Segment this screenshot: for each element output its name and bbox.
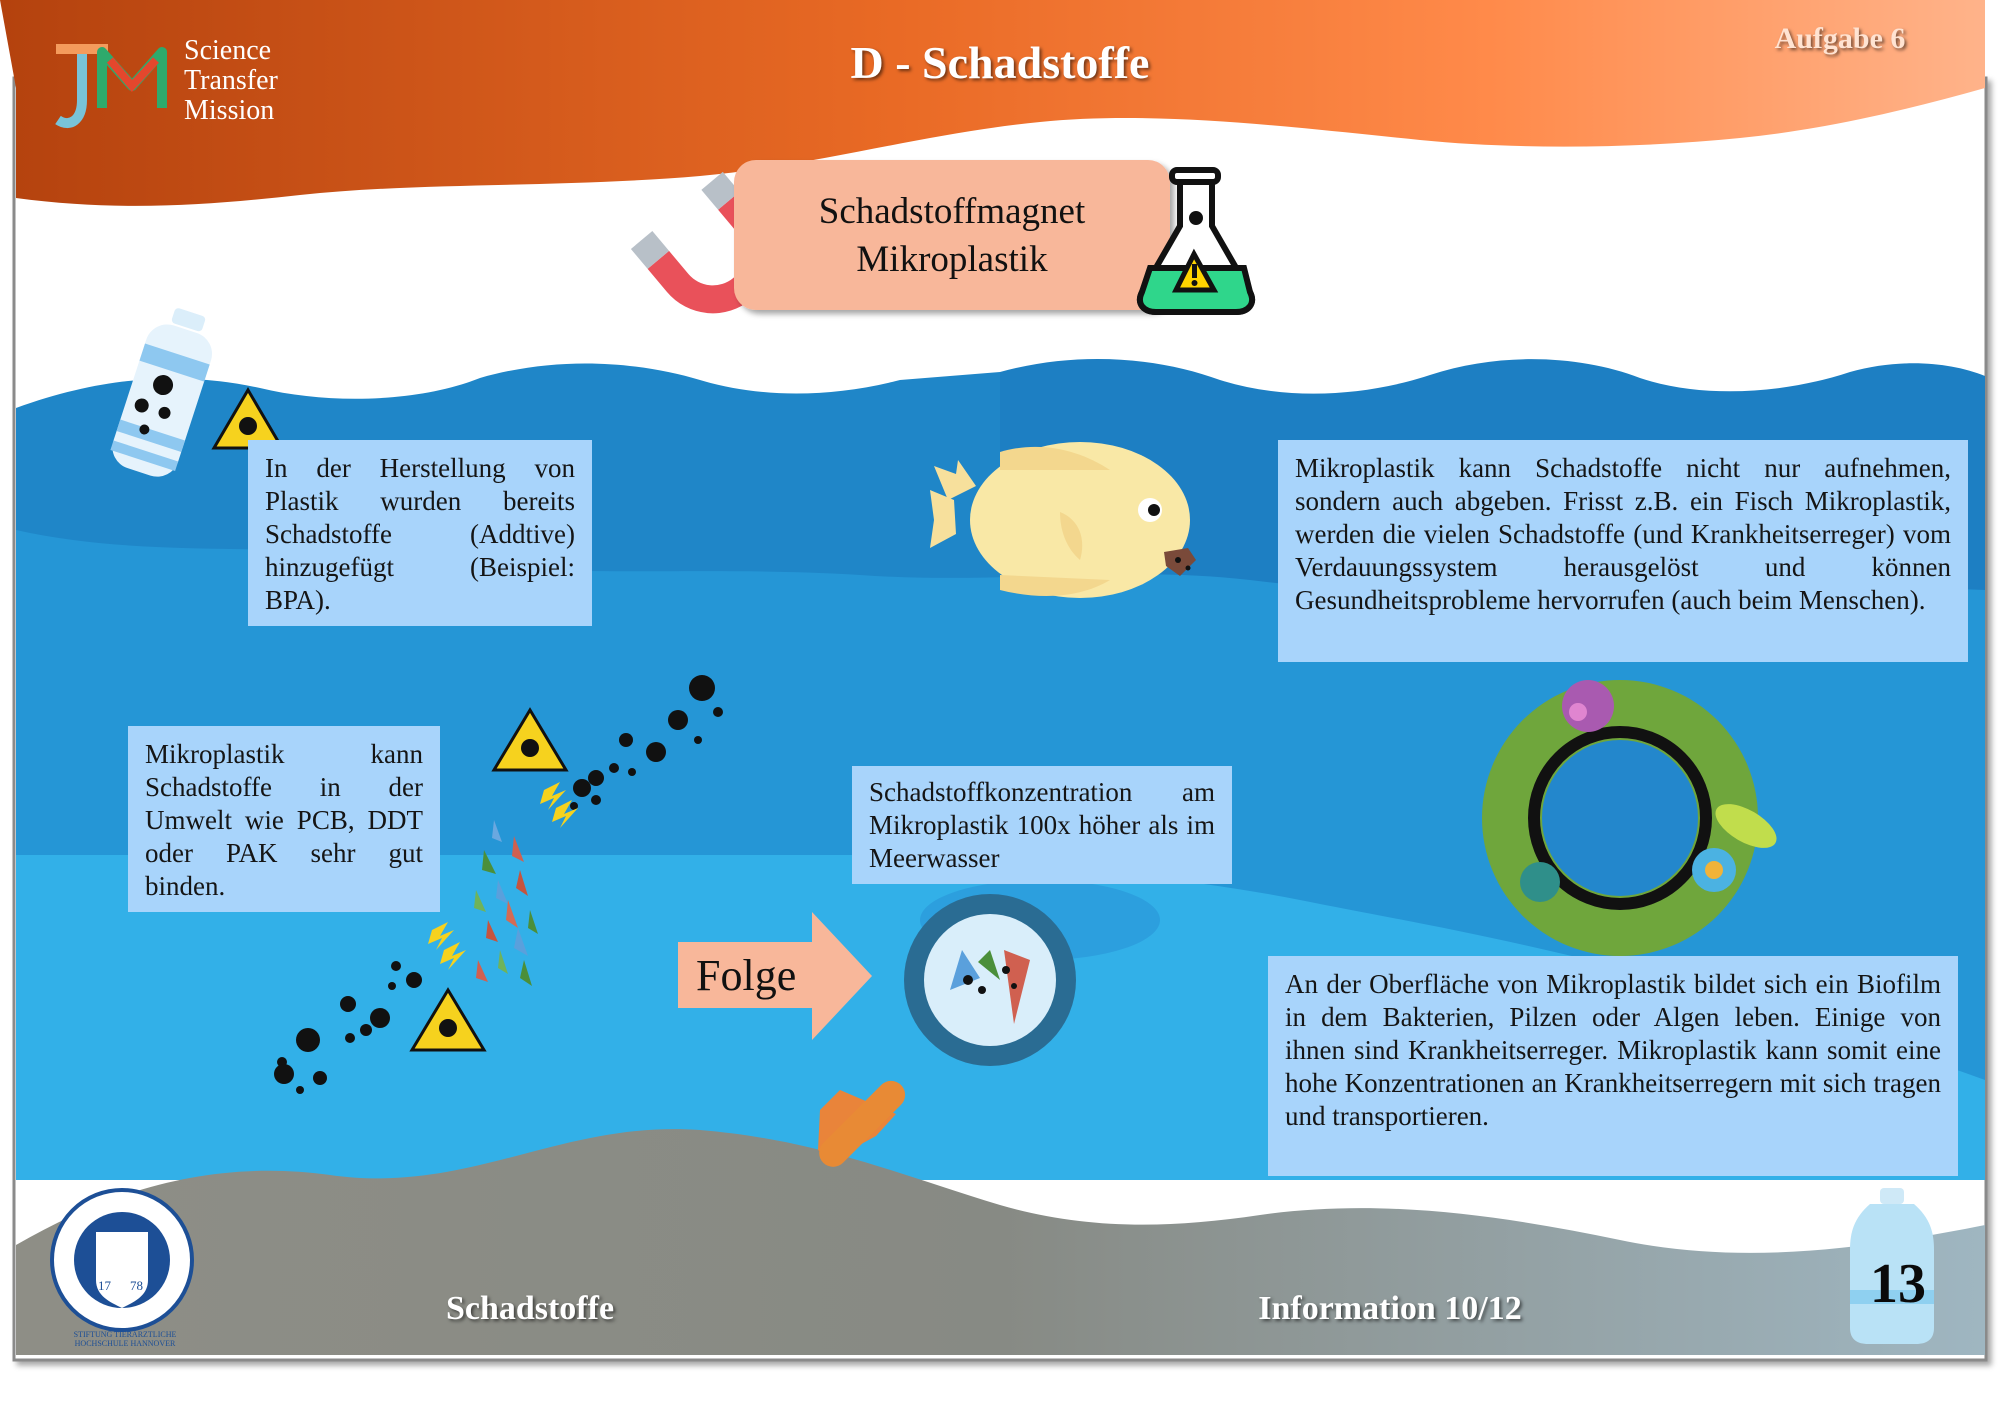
info-box-herstellung: In der Herstellung von Plastik wurden bereits Schadstoffe (Addtive) hinzugefügt (Beispiel: BPA). xyxy=(248,440,592,626)
seal-year-left: 17 xyxy=(98,1278,111,1293)
task-label: Aufgabe 6 xyxy=(1774,22,1906,55)
folge-label: Folge xyxy=(696,951,797,1000)
page-number: 13 xyxy=(1870,1253,1926,1315)
logo-line-mission: Mission xyxy=(184,95,275,126)
banner-title xyxy=(734,188,1170,284)
banner-line-1: Schadstoffmagnet xyxy=(818,191,1086,232)
info-box-konzentration: Schadstoffkonzentration am Mikroplastik 100x höher als im Meerwasser xyxy=(852,766,1232,884)
banner-line-2: Mikroplastik xyxy=(856,239,1048,280)
university-seal xyxy=(52,1190,192,1330)
footer-left: Schadstoffe xyxy=(445,1290,615,1327)
page-title: D - Schadstoffe xyxy=(850,37,1150,88)
info-box-biofilm: An der Oberfläche von Mikroplastik bildet sich ein Biofilm in dem Bakterien, Pilzen oder Algen leben. Einige von ihnen sind Krankheitserreger. Mikroplastik kann somit eine hohe Konzentrationen an Krankheitserregern mit sich tragen und transportieren. xyxy=(1268,956,1958,1176)
info-box-abgeben: Mikroplastik kann Schadstoffe nicht nur aufnehmen, sondern auch abgeben. Frisst z.B. ein Fisch Mikroplastik, werden die vielen Schadstoffe (und Krankheitserreger) vom Verdauungssystem herausgelöst und können Gesundheitsprobleme hervorrufen (auch beim Menschen). xyxy=(1278,440,1968,662)
logo-line-transfer: Transfer xyxy=(184,65,278,96)
logo-text xyxy=(184,36,278,126)
seal-year-right: 78 xyxy=(130,1278,143,1293)
info-box-binden: Mikroplastik kann Schadstoffe in der Umwelt wie PCB, DDT oder PAK sehr gut binden. xyxy=(128,726,440,912)
footer-center: Information 10/12 xyxy=(1258,1290,1522,1327)
seal-inscription: STIFTUNG TIERÄRZTLICHE HOCHSCHULE HANNOVER xyxy=(73,1330,177,1348)
logo-line-science: Science xyxy=(184,35,272,66)
